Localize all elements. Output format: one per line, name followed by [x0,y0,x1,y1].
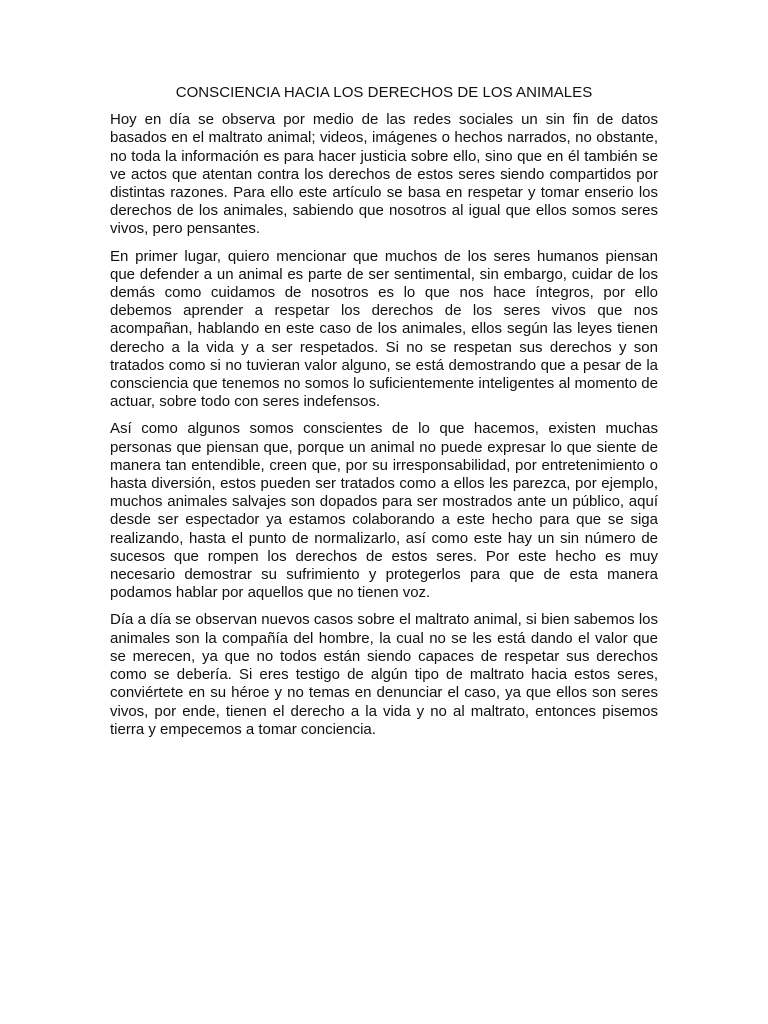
paragraph-2: En primer lugar, quiero mencionar que muchos de los seres humanos piensan que defender a un animal es parte de ser sentimental, sin embargo, cuidar de los demás como cuidamos de nosotros es lo que nos hace íntegros, por ello debemos aprender a respetar los derechos de los seres vivos que nos acompañan, hablando en este caso de los animales, ellos según las leyes tienen derecho a la vida y a ser respetados. Si no se respetan sus derechos y son tratados como si no tuvieran valor alguno, se está demostrando que a pesar de la consciencia que tenemos no somos lo suficientemente inteligentes al momento de actuar, sobre todo con seres indefensos. [110,247,658,411]
paragraph-4: Día a día se observan nuevos casos sobre el maltrato animal, si bien sabemos los animales son la compañía del hombre, la cual no se les está dando el valor que se merecen, ya que no todos están siendo capaces de respetar sus derechos como se debería. Si eres testigo de algún tipo de maltrato hacia estos seres, conviértete en su héroe y no temas en denunciar el caso, ya que ellos son seres vivos, por ende, tienen el derecho a la vida y no al maltrato, entonces pisemos tierra y empecemos a tomar conciencia. [110,611,658,738]
paragraph-3: Así como algunos somos conscientes de lo que hacemos, existen muchas personas que piensan que, porque un animal no puede expresar lo que siente de manera tan entendible, creen que, por su irresponsabilidad, por entretenimiento o hasta diversión, estos pueden ser tratados como a ellos les parezca, por ejemplo, muchos animales salvajes son dopados para ser mostrados ante un público, aquí desde ser espectador ya estamos colaborando a este hecho para que se siga realizando, hasta el punto de normalizarlo, así como este hay un sin número de sucesos que rompen los derechos de estos seres. Por este hecho es muy necesario demostrar su sufrimiento y protegerlos para que de esta manera podamos hablar por aquellos que no tienen voz. [110,420,658,602]
paragraph-1: Hoy en día se observa por medio de las redes sociales un sin fin de datos basados en el maltrato animal; videos, imágenes o hechos narrados, no obstante, no toda la información es para hacer justicia sobre ello, sino que en él también se ve actos que atentan contra los derechos de estos seres siendo compartidos por distintas razones. Para ello este artículo se basa en respetar y tomar enserio los derechos de los animales, sabiendo que nosotros al igual que ellos somos seres vivos, pero pensantes. [110,111,658,238]
document-title: CONSCIENCIA HACIA LOS DERECHOS DE LOS ANIMALES [175,84,593,101]
document-body [110,84,658,748]
